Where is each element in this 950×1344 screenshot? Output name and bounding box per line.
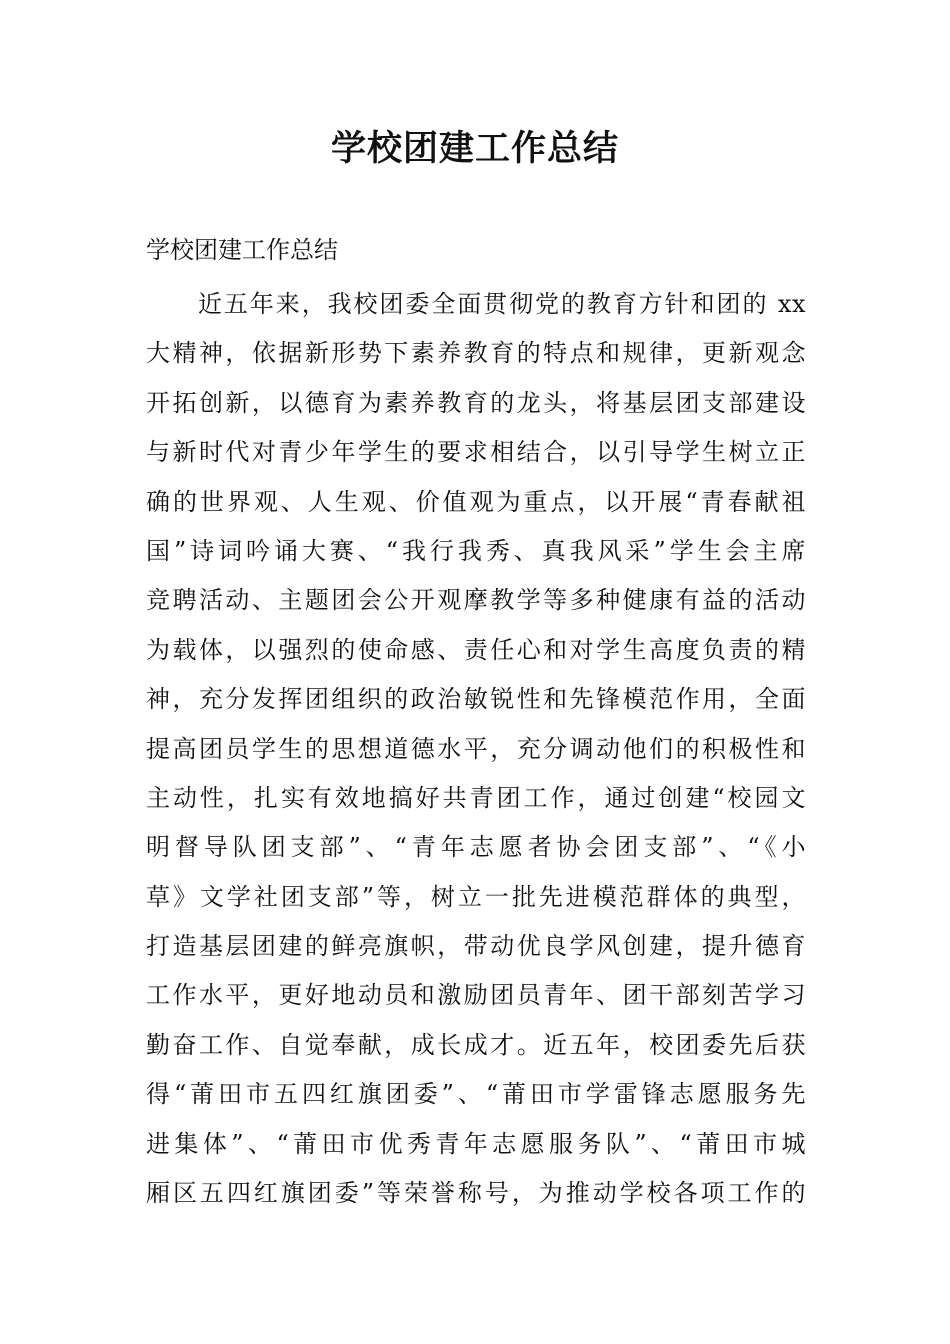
body-line: 确的世界观、人生观、价值观为重点，以开展“青春献祖 bbox=[146, 487, 806, 516]
body-line: 草》文学社团支部”等，树立一批先进模范群体的典型， bbox=[146, 882, 806, 911]
body-line: 神，充分发挥团组织的政治敏锐性和先锋模范作用，全面 bbox=[146, 685, 806, 714]
body-line: 进集体”、“莆田市优秀青年志愿服务队”、“莆田市城 bbox=[146, 1129, 806, 1158]
body-paragraph bbox=[146, 280, 806, 1218]
body-line: 国”诗词吟诵大赛、“我行我秀、真我风采”学生会主席 bbox=[146, 536, 806, 565]
body-line: 为载体，以强烈的使命感、责任心和对学生高度负责的精 bbox=[146, 635, 806, 664]
body-line: 开拓创新，以德育为素养教育的龙头，将基层团支部建设 bbox=[146, 388, 806, 417]
body-line: 竞聘活动、主题团会公开观摩教学等多种健康有益的活动 bbox=[146, 586, 806, 615]
body-line: 得“莆田市五四红旗团委”、“莆田市学雷锋志愿服务先 bbox=[146, 1080, 806, 1109]
body-line: 明督导队团支部”、“青年志愿者协会团支部”、“《小 bbox=[146, 833, 806, 862]
body-line: 提高团员学生的思想道德水平，充分调动他们的积极性和 bbox=[146, 734, 806, 763]
body-line: 工作水平，更好地动员和激励团员青年、团干部刻苦学习 bbox=[146, 981, 806, 1010]
body-line: 厢区五四红旗团委”等荣誉称号，为推动学校各项工作的 bbox=[146, 1179, 806, 1208]
body-line: 近五年来，我校团委全面贯彻党的教育方针和团的 xx bbox=[198, 290, 806, 318]
body-line: 勤奋工作、自觉奉献，成长成才。近五年，校团委先后获 bbox=[146, 1030, 806, 1059]
body-line: 大精神，依据新形势下素养教育的特点和规律，更新观念 bbox=[146, 339, 806, 368]
document-title: 学校团建工作总结 bbox=[330, 129, 619, 169]
body-line: 主动性，扎实有效地搞好共青团工作，通过创建“校园文 bbox=[146, 783, 806, 812]
document-subtitle: 学校团建工作总结 bbox=[146, 236, 338, 264]
body-line: 与新时代对青少年学生的要求相结合，以引导学生树立正 bbox=[146, 438, 806, 467]
body-line: 打造基层团建的鲜亮旗帜，带动优良学风创建，提升德育 bbox=[146, 932, 806, 961]
